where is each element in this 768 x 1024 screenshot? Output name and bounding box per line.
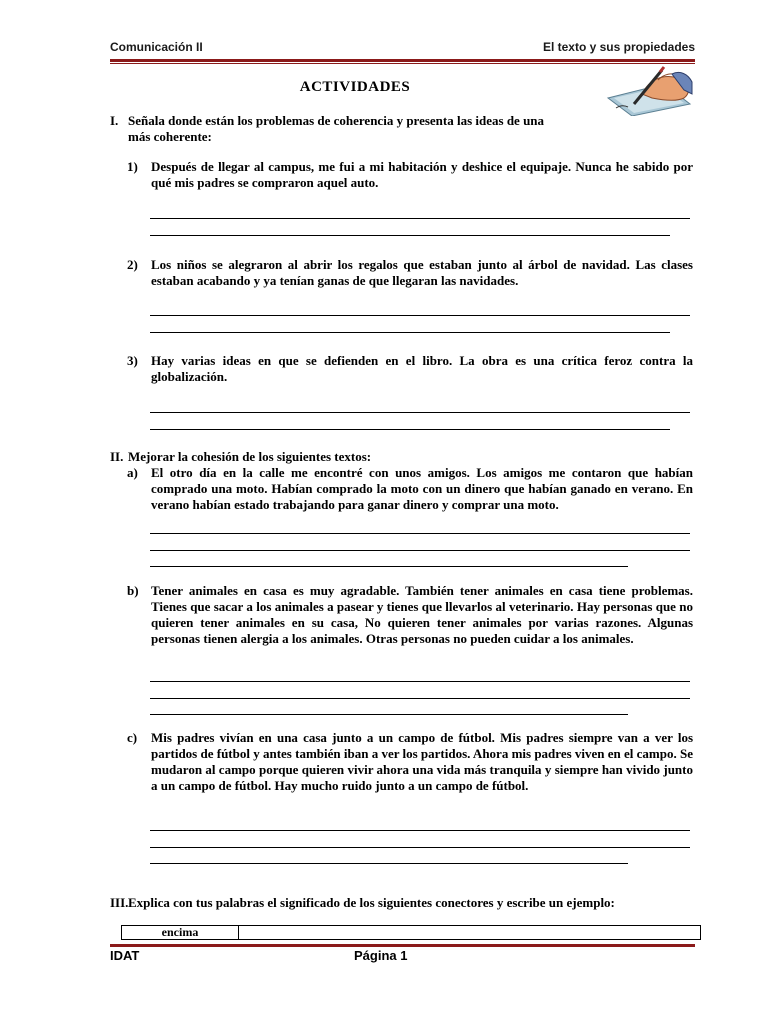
item-2-text: Los niños se alegraron al abrir los regalos que estaban junto al árbol de navidad. Las clases estaban acabando y ya tenían ganas de que llegaran las navidades. bbox=[151, 257, 693, 288]
answer-line[interactable] bbox=[150, 714, 628, 715]
item-2-label: 2) bbox=[127, 257, 138, 272]
section-1-line-1: Señala donde están los problemas de coherencia y presenta las ideas de una bbox=[128, 113, 545, 128]
answer-line[interactable] bbox=[150, 533, 690, 534]
writing-hand-icon bbox=[602, 64, 694, 116]
item-c-text: Mis padres vivían en una casa junto a un campo de fútbol. Mis padres siempre van a ver los partidos de fútbol y antes también iban a ver los partidos. Ahora mis padres viven en el campo. Se mudaron al campo porque quieren vivir ahora una vida más tranquila y siempre han vivido junto a un campo de fútbol. Hay mucho ruido junto a un campo de fútbol. bbox=[151, 730, 693, 793]
item-1-label: 1) bbox=[127, 159, 138, 174]
item-a-text: El otro día en la calle me encontré con unos amigos. Los amigos me contaron que habían comprado una moto. Habían comprado la moto con un dinero que habían ganado en verano. En verano habían estado trabajando para ganar dinero y comprar una moto. bbox=[151, 465, 693, 512]
answer-line[interactable] bbox=[150, 429, 670, 430]
answer-line[interactable] bbox=[150, 863, 628, 864]
answer-line[interactable] bbox=[150, 698, 690, 699]
section-3-number: III. bbox=[110, 895, 129, 910]
answer-line[interactable] bbox=[150, 847, 690, 848]
header-course: Comunicación II bbox=[110, 40, 203, 54]
answer-line[interactable] bbox=[150, 830, 690, 831]
answer-line[interactable] bbox=[150, 566, 628, 567]
section-1-line-2: más coherente: bbox=[128, 129, 212, 144]
connectors-table bbox=[121, 925, 701, 940]
answer-line[interactable] bbox=[150, 332, 670, 333]
section-3-text: Explica con tus palabras el significado de los siguientes conectores y escribe un ejemplo: bbox=[128, 895, 615, 910]
footer-rule bbox=[110, 944, 695, 947]
connector-cell: encima bbox=[122, 926, 239, 939]
item-3-label: 3) bbox=[127, 353, 138, 368]
header-rule bbox=[110, 59, 695, 62]
example-cell[interactable] bbox=[239, 926, 700, 939]
answer-line[interactable] bbox=[150, 235, 670, 236]
item-1-text: Después de llegar al campus, me fui a mi habitación y deshice el equipaje. Nunca he sabido por qué mis padres se compraron aquel auto. bbox=[151, 159, 693, 190]
page-title: ACTIVIDADES bbox=[299, 79, 411, 95]
page-footer bbox=[110, 948, 695, 966]
item-b-label: b) bbox=[127, 583, 139, 598]
answer-line[interactable] bbox=[150, 681, 690, 682]
section-2-number: II. bbox=[110, 449, 124, 464]
footer-institution: IDAT bbox=[110, 948, 140, 963]
item-3-text: Hay varias ideas en que se defienden en el libro. La obra es una crítica feroz contra la globalización. bbox=[151, 353, 693, 384]
item-c-label: c) bbox=[127, 730, 138, 745]
section-1-number: I. bbox=[110, 113, 119, 128]
item-a-label: a) bbox=[127, 465, 138, 480]
page-header bbox=[110, 40, 695, 58]
answer-line[interactable] bbox=[150, 218, 690, 219]
answer-line[interactable] bbox=[150, 315, 690, 316]
header-topic: El texto y sus propiedades bbox=[542, 40, 695, 54]
page-number: Página 1 bbox=[354, 948, 408, 963]
item-b-text: Tener animales en casa es muy agradable. También tener animales en casa tiene problemas. Tienes que sacar a los animales a pasear y tienes que llevarlos al veterinario. Hay personas que no quieren tener animales en su casa, No quieren tener animales por varias razones. Algunas personas tienen alergia a los animales. Otras personas no pueden cuidar a los animales. bbox=[151, 583, 693, 646]
answer-line[interactable] bbox=[150, 412, 690, 413]
section-2-text: Mejorar la cohesión de los siguientes textos: bbox=[128, 449, 372, 464]
answer-line[interactable] bbox=[150, 550, 690, 551]
